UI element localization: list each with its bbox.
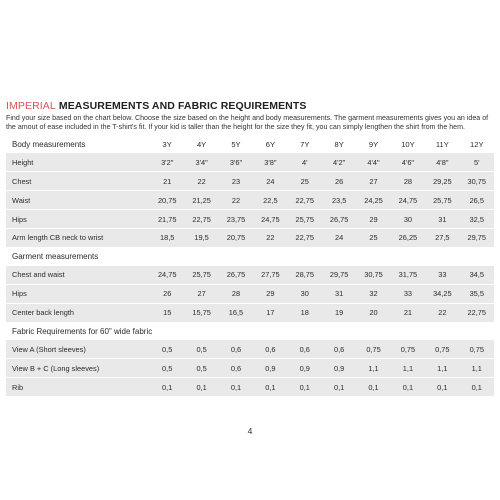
measurement-cell: 26,25 — [391, 229, 425, 248]
measurement-cell: 3'8" — [253, 153, 287, 171]
measurement-cell: 0,75 — [425, 340, 459, 358]
measurement-cell: 4'8" — [425, 153, 459, 171]
measurement-cell: 23,5 — [322, 191, 356, 210]
measurement-cell: 29,75 — [460, 229, 494, 248]
measurement-cell: 5' — [460, 153, 494, 171]
size-column-header: 8Y — [334, 140, 344, 150]
document-page — [6, 100, 494, 397]
measurement-cell: 33 — [391, 284, 425, 303]
size-chart-table — [6, 136, 494, 397]
row-label: Hips — [6, 284, 150, 303]
measurement-cell: 18,5 — [150, 229, 184, 248]
measurement-cell: 31,75 — [391, 266, 425, 284]
measurement-cell: 24,75 — [391, 191, 425, 210]
empty-cell — [460, 247, 494, 265]
measurement-cell: 31 — [425, 210, 459, 229]
measurement-cell: 27 — [184, 284, 218, 303]
measurement-cell: 34,5 — [460, 266, 494, 284]
measurement-cell: 0,5 — [150, 340, 184, 358]
measurement-cell: 22,75 — [184, 210, 218, 229]
section-heading: Fabric Requirements for 60" wide fabric — [12, 326, 153, 336]
measurement-cell: 0,1 — [391, 378, 425, 397]
measurement-cell: 30 — [391, 210, 425, 229]
measurement-cell: 23,75 — [219, 210, 253, 229]
measurement-cell: 1,1 — [425, 359, 459, 378]
table-row — [6, 229, 494, 248]
empty-cell — [322, 247, 356, 265]
measurement-cell: 15 — [150, 303, 184, 322]
empty-cell — [322, 322, 356, 340]
table-row — [6, 340, 494, 358]
measurement-cell: 0,6 — [219, 340, 253, 358]
measurement-cell: 24,75 — [253, 210, 287, 229]
measurement-cell: 21,25 — [184, 191, 218, 210]
empty-cell — [425, 247, 459, 265]
measurement-cell: 28 — [391, 172, 425, 191]
measurement-cell: 1,1 — [356, 359, 390, 378]
page-number: 4 — [247, 426, 253, 436]
empty-cell — [288, 247, 322, 265]
empty-cell — [219, 322, 253, 340]
measurement-cell: 30,75 — [356, 266, 390, 284]
row-label: Chest and waist — [6, 266, 150, 284]
section-heading: Body measurements — [12, 140, 86, 150]
empty-cell — [219, 247, 253, 265]
measurement-cell: 1,1 — [460, 359, 494, 378]
measurement-cell: 0,1 — [425, 378, 459, 397]
measurement-cell: 26,5 — [460, 191, 494, 210]
measurement-cell: 27 — [356, 172, 390, 191]
table-row — [6, 359, 494, 378]
measurement-cell: 17 — [253, 303, 287, 322]
measurement-cell: 20 — [356, 303, 390, 322]
measurement-cell: 22,75 — [460, 303, 494, 322]
measurement-cell: 29,25 — [425, 172, 459, 191]
empty-cell — [253, 247, 287, 265]
measurement-cell: 29 — [253, 284, 287, 303]
table-row — [6, 284, 494, 303]
section-heading-row — [6, 247, 494, 265]
measurement-cell: 0,5 — [150, 359, 184, 378]
size-column-header: 10Y — [401, 140, 415, 150]
measurement-cell: 3'6" — [219, 153, 253, 171]
row-label: Rib — [6, 378, 150, 397]
measurement-cell: 29 — [356, 210, 390, 229]
header-row — [6, 136, 494, 154]
measurement-cell: 21,75 — [150, 210, 184, 229]
table-row — [6, 303, 494, 322]
table-row — [6, 266, 494, 284]
measurement-cell: 0,1 — [219, 378, 253, 397]
measurement-cell: 24,75 — [150, 266, 184, 284]
measurement-cell: 26 — [322, 172, 356, 191]
measurement-cell: 4' — [288, 153, 322, 171]
measurement-cell: 22 — [253, 229, 287, 248]
measurement-cell: 24 — [253, 172, 287, 191]
measurement-cell: 3'2" — [150, 153, 184, 171]
table-row — [6, 172, 494, 191]
measurement-cell: 24 — [322, 229, 356, 248]
row-label: Height — [6, 153, 150, 171]
row-label: Center back length — [6, 303, 150, 322]
measurement-cell: 0,75 — [460, 340, 494, 358]
measurement-cell: 16,5 — [219, 303, 253, 322]
measurement-cell: 1,1 — [391, 359, 425, 378]
measurement-cell: 0,6 — [253, 340, 287, 358]
measurement-cell: 32 — [356, 284, 390, 303]
measurement-cell: 31 — [322, 284, 356, 303]
measurement-cell: 20,75 — [219, 229, 253, 248]
measurement-cell: 0,6 — [288, 340, 322, 358]
empty-cell — [391, 322, 425, 340]
measurement-cell: 0,5 — [184, 359, 218, 378]
empty-cell — [460, 322, 494, 340]
measurement-cell: 0,1 — [460, 378, 494, 397]
measurement-cell: 0,5 — [184, 340, 218, 358]
table-row — [6, 191, 494, 210]
row-label: Waist — [6, 191, 150, 210]
measurement-cell: 22,75 — [288, 191, 322, 210]
measurement-cell: 18 — [288, 303, 322, 322]
measurement-cell: 0,9 — [322, 359, 356, 378]
empty-cell — [391, 247, 425, 265]
measurement-cell: 0,1 — [356, 378, 390, 397]
measurement-cell: 0,1 — [322, 378, 356, 397]
page-title — [6, 100, 494, 112]
measurement-cell: 22 — [425, 303, 459, 322]
measurement-cell: 22,75 — [288, 229, 322, 248]
measurement-cell: 26,75 — [322, 210, 356, 229]
measurement-cell: 4'6" — [391, 153, 425, 171]
empty-cell — [184, 247, 218, 265]
measurement-cell: 34,25 — [425, 284, 459, 303]
intro-paragraph: Find your size based on the chart below. Choose the size based on the height and body measurements. The garment measurements gives you an idea of the amout of ease included in the T-shirt's fit. If your kid is taller than the height for the size they fit, you can simply lengthen the shirt from the hem. — [6, 114, 489, 132]
measurement-cell: 32,5 — [460, 210, 494, 229]
measurement-cell: 15,75 — [184, 303, 218, 322]
measurement-cell: 3'4" — [184, 153, 218, 171]
measurement-cell: 0,1 — [150, 378, 184, 397]
empty-cell — [150, 322, 184, 340]
measurement-cell: 29,75 — [322, 266, 356, 284]
measurement-cell: 28,75 — [288, 266, 322, 284]
measurement-cell: 21 — [391, 303, 425, 322]
size-column-header: 9Y — [368, 140, 379, 150]
measurement-cell: 19,5 — [184, 229, 218, 248]
row-label: View A (Short sleeves) — [6, 340, 150, 358]
size-column-header: 7Y — [300, 140, 310, 150]
empty-cell — [356, 322, 390, 340]
title-brand: IMPERIAL — [6, 100, 56, 112]
title-rest: MEASUREMENTS AND FABRIC REQUIREMENTS — [55, 100, 307, 112]
size-column-header: 3Y — [162, 140, 172, 150]
empty-cell — [253, 322, 287, 340]
measurement-cell: 27,75 — [253, 266, 287, 284]
empty-cell — [150, 247, 184, 265]
size-column-header: 4Y — [196, 140, 207, 150]
measurement-cell: 19 — [322, 303, 356, 322]
table-row — [6, 378, 494, 397]
measurement-cell: 4'2" — [322, 153, 356, 171]
empty-cell — [425, 322, 459, 340]
section-heading: Garment measurements — [12, 252, 99, 262]
measurement-cell: 24,25 — [356, 191, 390, 210]
measurement-cell: 0,1 — [184, 378, 218, 397]
row-label: View B + C (Long sleeves) — [6, 359, 150, 378]
measurement-cell: 25,75 — [288, 210, 322, 229]
row-label: Hips — [6, 210, 150, 229]
measurement-cell: 0,1 — [253, 378, 287, 397]
empty-cell — [356, 247, 390, 265]
measurement-cell: 25 — [356, 229, 390, 248]
measurement-cell: 0,75 — [356, 340, 390, 358]
measurement-cell: 25,75 — [184, 266, 218, 284]
measurement-cell: 0,75 — [391, 340, 425, 358]
measurement-cell: 20,75 — [150, 191, 184, 210]
size-column-header: 12Y — [470, 140, 484, 150]
table-row — [6, 210, 494, 229]
measurement-cell: 22,5 — [253, 191, 287, 210]
size-column-header: 5Y — [231, 140, 241, 150]
size-column-header: 11Y — [435, 140, 449, 150]
measurement-cell: 0,9 — [253, 359, 287, 378]
size-column-header: 6Y — [265, 140, 276, 150]
measurement-cell: 25,75 — [425, 191, 459, 210]
measurement-cell: 28 — [219, 284, 253, 303]
measurement-cell: 22 — [184, 172, 218, 191]
measurement-cell: 35,5 — [460, 284, 494, 303]
measurement-cell: 33 — [425, 266, 459, 284]
empty-cell — [184, 322, 218, 340]
measurement-cell: 0,1 — [288, 378, 322, 397]
section-heading-row — [6, 322, 494, 340]
measurement-cell: 25 — [288, 172, 322, 191]
measurement-cell: 30,75 — [460, 172, 494, 191]
measurement-cell: 27,5 — [425, 229, 459, 248]
measurement-cell: 30 — [288, 284, 322, 303]
empty-cell — [288, 322, 322, 340]
measurement-cell: 0,6 — [219, 359, 253, 378]
measurement-cell: 0,6 — [322, 340, 356, 358]
measurement-cell: 22 — [219, 191, 253, 210]
measurement-cell: 26 — [150, 284, 184, 303]
measurement-cell: 4'4" — [356, 153, 390, 171]
table-row — [6, 153, 494, 171]
row-label: Chest — [6, 172, 150, 191]
measurement-cell: 26,75 — [219, 266, 253, 284]
measurement-cell: 23 — [219, 172, 253, 191]
measurement-cell: 0,9 — [288, 359, 322, 378]
measurement-cell: 21 — [150, 172, 184, 191]
row-label: Arm length CB neck to wrist — [6, 229, 150, 248]
